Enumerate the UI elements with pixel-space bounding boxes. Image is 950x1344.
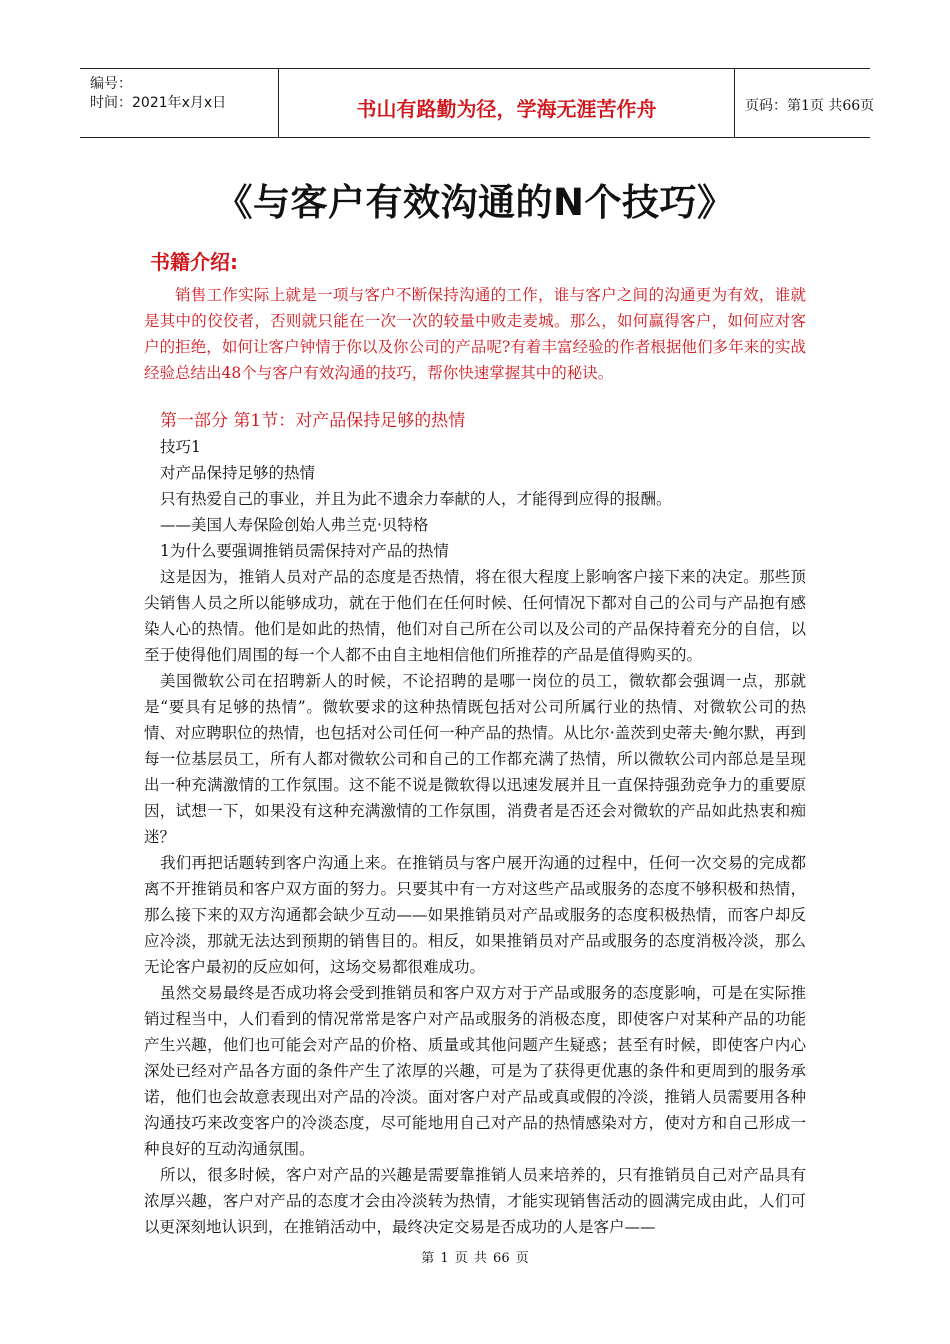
tip-number: 技巧1 [160,438,201,456]
section-title: 第一部分 第1节：对产品保持足够的热情 [160,411,466,431]
document-date-label: 时间：2021年x月x日 [90,95,227,111]
document-title: 《与客户有效沟通的N个技巧》 [215,181,735,224]
tip-title: 对产品保持足够的热情 [160,464,316,482]
quote-text: 只有热爱自己的事业，并且为此不遗余力奉献的人，才能得到应得的报酬。 [160,490,672,508]
page-footer: 第 1 页 共 66 页 [421,1251,529,1266]
body-paragraph: 这是因为，推销人员对产品的态度是否热情，将在很大程度上影响客户接下来的决定。那些顶尖销售人员之所以能够成功，就在于他们在任何时候、任何情况下都对自己的公司与产品抱有感染人心的热情。他们是如此的热情，他们对自己所在公司以及公司的产品保持着充分的自信，以至于使得他们周围的每一个人都不由自主地相信他们所推荐的产品是值得购买的。 [144,568,806,664]
header-page-cell [735,69,875,137]
quote-attribution: ——美国人寿保险创始人弗兰克·贝特格 [160,516,429,534]
body-paragraph: 所以，很多时候，客户对产品的兴趣是需要靠推销人员来培养的，只有推销员自己对产品具有浓厚兴趣，客户对产品的态度才会由冷淡转为热情，才能实现销售活动的圆满完成由此，人们可以更深刻地认识到，在推销活动中，最终决定交易是否成功的人是客户—— [144,1166,806,1236]
header-motto-cell [278,69,735,137]
body-paragraph: 虽然交易最终是否成功将会受到推销员和客户双方对于产品或服务的态度影响，可是在实际推销过程当中，人们看到的情况常常是客户对产品或服务的消极态度，即使客户对某种产品的功能产生兴趣，他们也可能会对产品的价格、质量或其他问题产生疑惑；甚至有时候，即使客户内心深处已经对产品各方面的条件产生了浓厚的兴趣，可是为了获得更优惠的条件和更周到的服务承诺，他们也会故意表现出对产品的冷淡。面对客户对产品或真或假的冷淡，推销人员需要用各种沟通技巧来改变客户的冷淡态度，尽可能地用自己对产品的热情感染对方，使对方和自己形成一种良好的互动沟通氛围。 [144,984,806,1158]
header-motto: 书山有路勤为径，学海无涯苦作舟 [356,97,657,121]
intro-paragraph: 销售工作实际上就是一项与客户不断保持沟通的工作，谁与客户之间的沟通更为有效，谁就是其中的佼佼者，否则就只能在一次一次的较量中败走麦城。那么，如何赢得客户，如何应对客户的拒绝，如何让客户钟情于你以及你公司的产品呢?有着丰富经验的作者根据他们多年来的实战经验总结出48个与客户有效沟通的技巧，帮你快速掌握其中的秘诀。 [144,286,806,382]
header-page-code: 页码：第1页 共66页 [745,98,875,114]
body-content [144,434,806,1240]
document-number-label: 编号： [90,76,132,92]
subsection-heading: 1为什么要强调推销员需保持对产品的热情 [160,542,449,560]
page-header [80,68,875,138]
body-paragraph: 美国微软公司在招聘新人的时候，不论招聘的是哪一岗位的员工，微软都会强调一点，那就是“要具有足够的热情”。微软要求的这种热情既包括对公司所属行业的热情、对微软公司的热情、对应聘职位的热情，也包括对公司任何一种产品的热情。从比尔·盖茨到史蒂夫·鲍尔默，再到每一位基层员工，所有人都对微软公司和自己的工作都充满了热情，所以微软公司内部总是呈现出一种充满激情的工作氛围。这不能不说是微软得以迅速发展并且一直保持强劲竞争力的重要原因，试想一下，如果没有这种充满激情的工作氛围，消费者是否还会对微软的产品如此热衷和痴迷？ [144,672,806,846]
body-paragraph: 我们再把话题转到客户沟通上来。在推销员与客户展开沟通的过程中，任何一次交易的完成都离不开推销员和客户双方面的努力。只要其中有一方对这些产品或服务的态度不够积极和热情，那么接下来的双方沟通都会缺少互动——如果推销员对产品或服务的态度积极热情，而客户却反应冷淡，那就无法达到预期的销售目的。相反，如果推销员对产品或服务的态度消极冷淡，那么无论客户最初的反应如何，这场交易都很难成功。 [144,854,806,976]
header-meta-cell [80,69,278,137]
intro-heading: 书籍介绍: [150,250,238,274]
